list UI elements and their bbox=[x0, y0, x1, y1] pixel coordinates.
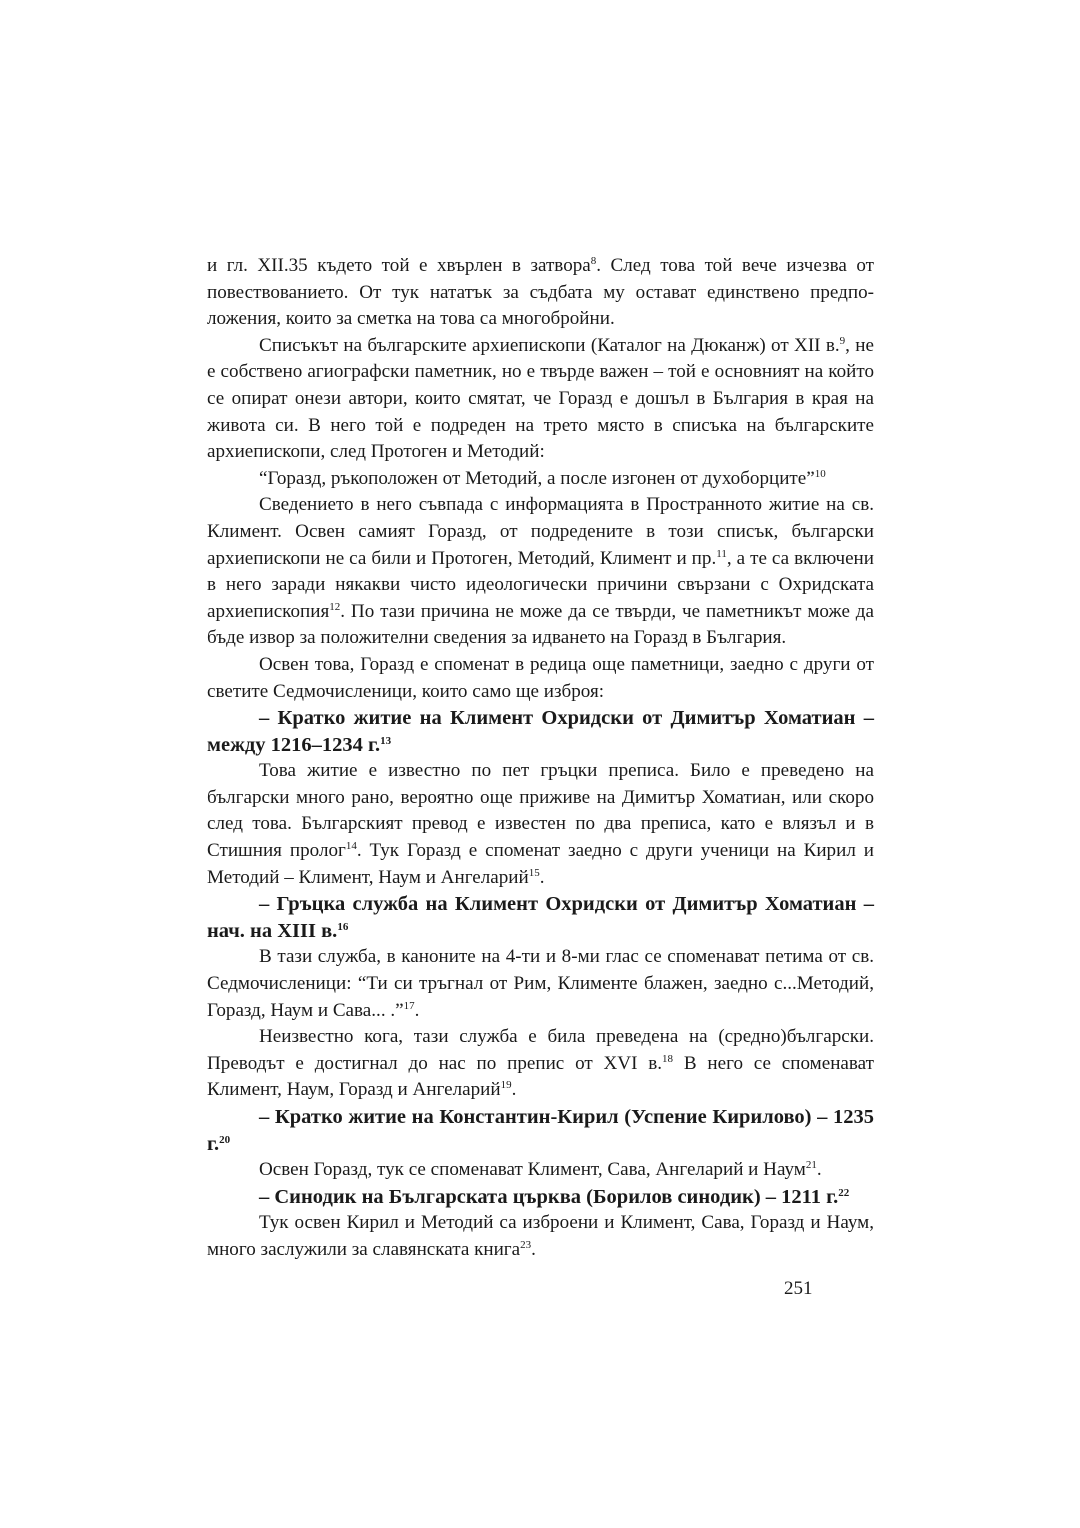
text-run: – Кратко житие на Климент Охридски от Димитър Хоматиан – между 1216–1234 г. bbox=[207, 707, 874, 756]
text-run: Списъкът на българските архиепископи (Каталог на Дюканж) от XII в. bbox=[259, 334, 840, 356]
paragraph bbox=[207, 253, 874, 333]
text-run: Това житие е известно по пет гръцки преписа. Било е преведено на български много рано, вероятно още приживе на Димитър Хоматиан, или скоро след това. Българският превод е известен по два преписа, като е влязъл и в Стишния пролог bbox=[207, 760, 874, 862]
footnote-ref: 18 bbox=[662, 1052, 674, 1065]
footnote-ref: 13 bbox=[380, 734, 392, 747]
paragraph bbox=[207, 944, 874, 1024]
footnote-ref: 20 bbox=[219, 1133, 231, 1146]
text-run: В тази служба, в каноните на 4-ти и 8-ми глас се споменават петима от св. Седмочисленици: “Ти си тръгнал от Рим, Клименте блажен, заедно с...Методий, Горазд, Наум и Сава... .” bbox=[207, 946, 874, 1021]
footnote-ref: 10 bbox=[814, 467, 826, 480]
footnote-ref: 9 bbox=[839, 334, 846, 347]
footnote-ref: 12 bbox=[329, 600, 341, 613]
text-run: . bbox=[414, 999, 420, 1021]
paragraph bbox=[207, 1157, 874, 1184]
footnote-ref: 15 bbox=[528, 866, 540, 879]
section-heading bbox=[207, 891, 874, 944]
footnote-ref: 11 bbox=[716, 547, 727, 560]
footnote-ref: 22 bbox=[838, 1186, 850, 1199]
section-heading bbox=[207, 1104, 874, 1157]
text-run: “Горазд, ръкоположен от Методий, а после изгонен от духоборците” bbox=[259, 467, 815, 489]
text-run: . bbox=[816, 1159, 822, 1181]
section-heading bbox=[207, 705, 874, 758]
text-run: Сведението в него съвпада с информацията в Пространното житие на св. Климент. Освен самият Горазд, от подредените в този списък, български архиепископи не са били и Протоген, Методий, Климент и пр. bbox=[207, 494, 874, 569]
footnote-ref: 17 bbox=[403, 999, 415, 1012]
footnote-ref: 19 bbox=[500, 1079, 512, 1092]
page-number: 251 bbox=[784, 1278, 813, 1299]
footnote-ref: 8 bbox=[590, 255, 597, 267]
paragraph bbox=[207, 492, 874, 652]
text-run: – Синодик на Българската църква (Борилов синодик) – 1211 г. bbox=[259, 1185, 839, 1208]
text-run: Тук освен Кирил и Методий са изброени и Климент, Сава, Горазд и Наум, много заслужили за славянската книга bbox=[207, 1212, 874, 1260]
text-run: Освен това, Горазд е споменат в редица още паметници, заедно с други от светите Седмочисленици, които само ще изброя: bbox=[207, 653, 874, 702]
text-run: – Кратко житие на Константин-Кирил (Успение Кирилово) – 1235 г. bbox=[207, 1106, 874, 1155]
text-run: Неизвестно кога, тази служба е била преведена на (средно)български. Преводът е достигнал до нас по препис от XVI в. bbox=[207, 1026, 874, 1074]
paragraph bbox=[207, 1024, 874, 1104]
text-run: Освен Горазд, тук се споменават Климент, Сава, Ангеларий и Наум bbox=[259, 1159, 806, 1181]
footnote-ref: 21 bbox=[805, 1159, 817, 1172]
paragraph bbox=[207, 758, 874, 891]
footnote-ref: 23 bbox=[520, 1238, 532, 1251]
text-run: – Гръцка служба на Климент Охридски от Димитър Хоматиан – нач. на XIII в. bbox=[207, 893, 874, 942]
footnote-ref: 14 bbox=[345, 840, 357, 853]
paragraph bbox=[207, 333, 874, 466]
text-run: . bbox=[539, 866, 545, 888]
text-run: . По тази причина не може да се твърди, че паметникът може да бъде извор за положителни сведения за идването на Горазд в България. bbox=[207, 600, 874, 649]
body-text bbox=[207, 253, 874, 1264]
text-run: , не е собствено агиографски паметник, но е твърде важен – той е основният на който се опират онези автори, които смятат, че Горазд е дошъл в България в края на живота си. В него той е подреден на трето място в списъка на българските архиепископи, след Протоген и Методий: bbox=[207, 334, 874, 463]
paragraph bbox=[207, 1210, 874, 1263]
text-run: , а те са включени в него заради някакви чисто идеологически причини свързани с Охридската архиепископия bbox=[207, 547, 874, 622]
paragraph bbox=[207, 652, 874, 705]
text-run: . bbox=[511, 1079, 517, 1101]
section-heading bbox=[207, 1184, 874, 1211]
text-run: и гл. XII.35 където той е хвърлен в затвора bbox=[207, 255, 591, 276]
text-run: В него се споменават Климент, Наум, Горазд и Ангеларий bbox=[207, 1052, 874, 1101]
text-run: . Тук Горазд е споменат заедно с други ученици на Кирил и Методий – Климент, Наум и Ангеларий bbox=[207, 840, 874, 888]
footnote-ref: 16 bbox=[337, 920, 349, 933]
text-run: . След това той вече изчезва от повествованието. От тук нататък за съдбата му остават единствено предположения, които за сметка на това са многобройни. bbox=[207, 255, 874, 330]
text-run: . bbox=[531, 1238, 536, 1260]
paragraph bbox=[207, 466, 874, 493]
